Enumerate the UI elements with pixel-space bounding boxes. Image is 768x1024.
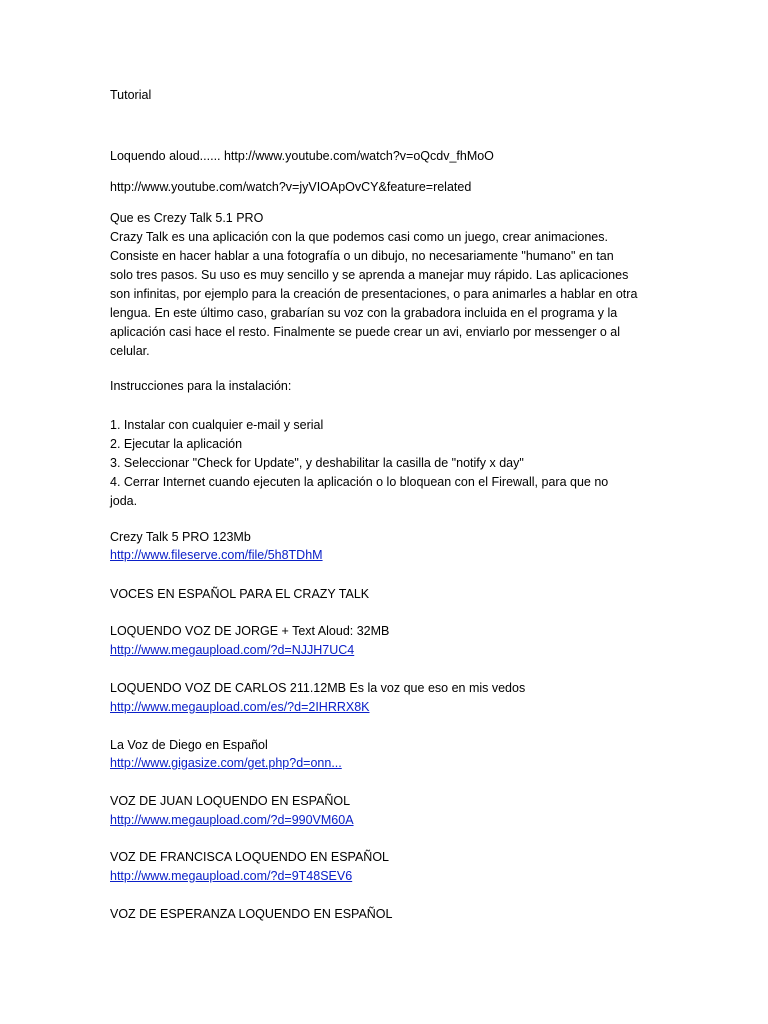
voice-link-jorge[interactable]: http://www.megaupload.com/?d=NJJH7UC4: [110, 643, 355, 657]
description-line: Crazy Talk es una aplicación con la que podemos casi como un juego, crear animaciones.: [110, 230, 608, 244]
install-step: 2. Ejecutar la aplicación: [110, 437, 243, 451]
description-line: aplicación casi hace el resto. Finalmente se puede crear un avi, enviarlo por messenger o al: [110, 325, 620, 339]
description-line: Consiste en hacer hablar a una fotografía o un dibujo, no necesariamente "humano" en tan: [110, 249, 614, 263]
install-step: joda.: [110, 494, 138, 508]
voice-label-esperanza: VOZ DE ESPERANZA LOQUENDO EN ESPAÑOL: [110, 907, 393, 921]
voice-link-diego[interactable]: http://www.gigasize.com/get.php?d=onn...: [110, 756, 342, 770]
document-title: Tutorial: [110, 88, 152, 102]
install-step: 3. Seleccionar "Check for Update", y deshabilitar la casilla de "notify x day": [110, 456, 524, 470]
voice-link-francisca[interactable]: http://www.megaupload.com/?d=9T48SEV6: [110, 869, 353, 883]
voice-link-juan[interactable]: http://www.megaupload.com/?d=990VM60A: [110, 813, 354, 827]
voice-label-francisca: VOZ DE FRANCISCA LOQUENDO EN ESPAÑOL: [110, 850, 389, 864]
install-step: 1. Instalar con cualquier e-mail y serial: [110, 418, 324, 432]
intro-line-loquendo: Loquendo aloud...... http://www.youtube.com/watch?v=oQcdv_fhMoO: [110, 149, 494, 163]
description-paragraph: [110, 228, 670, 361]
description-line: lengua. En este último caso, grabarían su voz con la grabadora incluida en el programa y la: [110, 306, 618, 320]
voice-label-carlos: LOQUENDO VOZ DE CARLOS 211.12MB Es la voz que eso en mis vedos: [110, 681, 526, 695]
install-heading: Instrucciones para la instalación:: [110, 379, 292, 393]
voice-label-juan: VOZ DE JUAN LOQUENDO EN ESPAÑOL: [110, 794, 351, 808]
voices-heading: VOCES EN ESPAÑOL PARA EL CRAZY TALK: [110, 587, 370, 601]
download-link[interactable]: http://www.fileserve.com/file/5h8TDhM: [110, 548, 323, 562]
description-line: solo tres pasos. Su uso es muy sencillo y se aprenda a manejar muy rápido. Las aplicaciones: [110, 268, 629, 282]
description-heading: Que es Crezy Talk 5.1 PRO: [110, 211, 264, 225]
download-label: Crezy Talk 5 PRO 123Mb: [110, 530, 251, 544]
description-line: son infinitas, por ejemplo para la creación de presentaciones, o para animarles a hablar en otra: [110, 287, 638, 301]
install-steps: [110, 416, 670, 511]
install-step: 4. Cerrar Internet cuando ejecuten la aplicación o lo bloquean con el Firewall, para que no: [110, 475, 609, 489]
voice-label-jorge: LOQUENDO VOZ DE JORGE + Text Aloud: 32MB: [110, 624, 390, 638]
intro-line-youtube: http://www.youtube.com/watch?v=jyVIOApOvCY&feature=related: [110, 180, 472, 194]
voice-label-diego: La Voz de Diego en Español: [110, 738, 268, 752]
description-line: celular.: [110, 344, 150, 358]
voice-link-carlos[interactable]: http://www.megaupload.com/es/?d=2IHRRX8K: [110, 700, 370, 714]
